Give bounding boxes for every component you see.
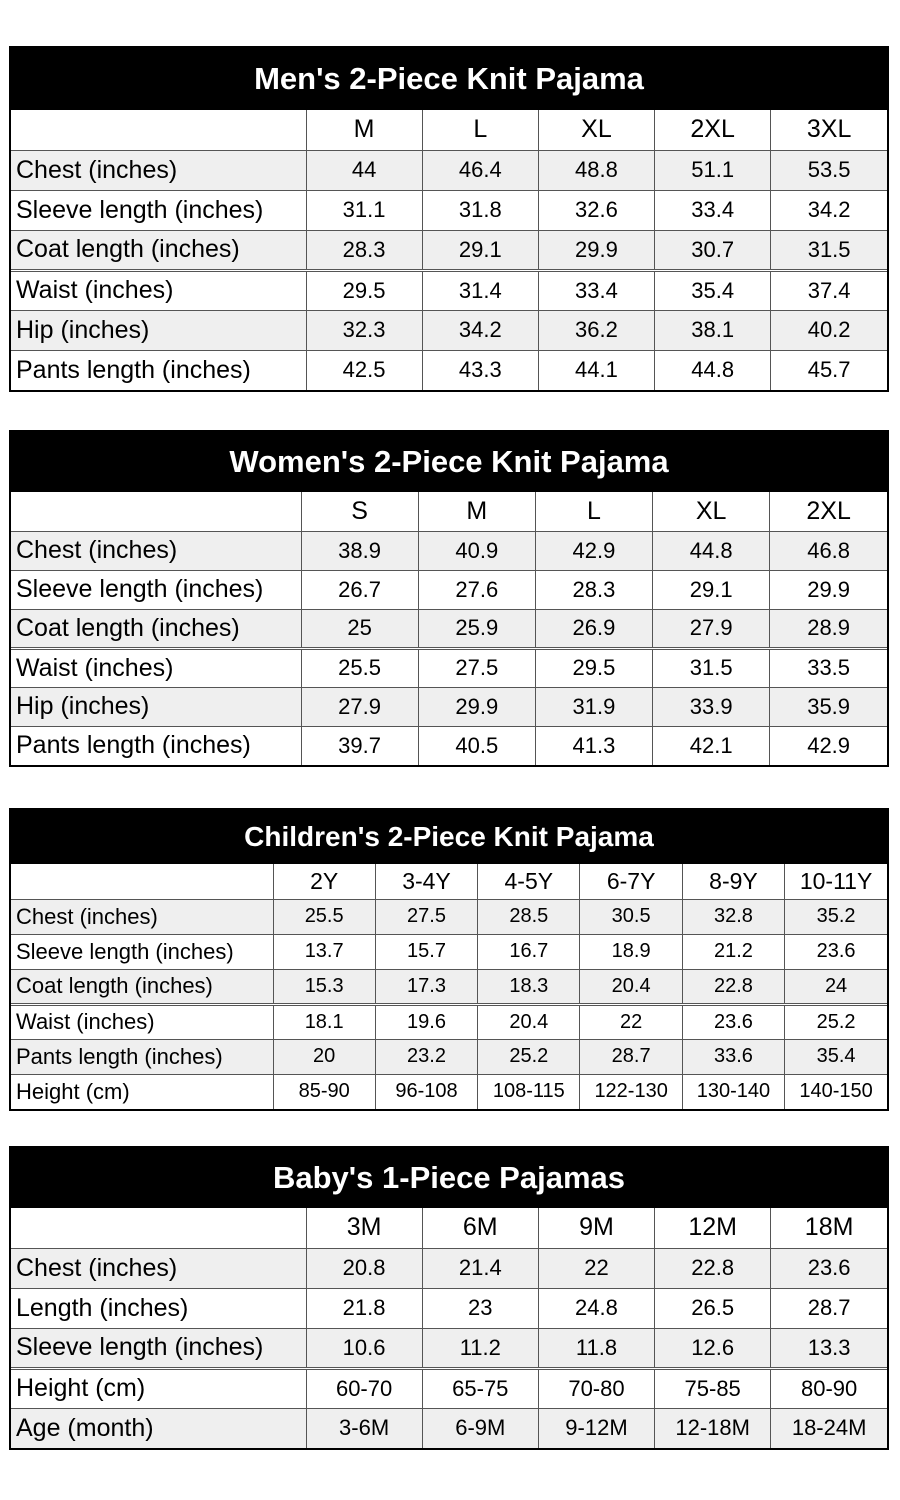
value-cell: 23.6 [682,1004,784,1039]
value-cell: 38.9 [301,531,418,570]
value-cell: 29.9 [538,230,654,270]
value-cell: 28.9 [770,609,887,648]
value-cell: 130-140 [682,1074,784,1109]
value-cell: 26.5 [655,1288,771,1328]
value-cell: 33.9 [653,687,770,726]
value-cell: 20 [273,1039,375,1074]
size-header: M [418,492,535,531]
table-row [11,1408,887,1448]
value-cell: 30.5 [580,899,682,934]
value-cell: 27.5 [418,648,535,687]
row-label: Sleeve length (inches) [11,934,273,969]
table-row [11,350,887,390]
table-row [11,531,887,570]
value-cell: 85-90 [273,1074,375,1109]
value-cell: 32.6 [538,190,654,230]
value-cell: 31.4 [422,270,538,310]
value-cell: 40.5 [418,726,535,765]
value-cell: 18.9 [580,934,682,969]
value-cell: 11.8 [538,1328,654,1368]
corner-cell [11,492,301,531]
value-cell: 32.8 [682,899,784,934]
value-cell: 44.8 [655,350,771,390]
row-label: Height (cm) [11,1368,306,1408]
value-cell: 27.5 [375,899,477,934]
value-cell: 33.6 [682,1039,784,1074]
size-header: 9M [538,1208,654,1248]
value-cell: 25.9 [418,609,535,648]
value-cell: 29.1 [422,230,538,270]
table-row [11,726,887,765]
value-cell: 33.4 [655,190,771,230]
value-cell: 29.9 [418,687,535,726]
size-header: 10-11Y [785,864,887,899]
row-label: Chest (inches) [11,899,273,934]
value-cell: 31.5 [771,230,887,270]
value-cell: 12.6 [655,1328,771,1368]
table-row [11,190,887,230]
value-cell: 26.7 [301,570,418,609]
table-row [11,270,887,310]
value-cell: 40.9 [418,531,535,570]
value-cell: 28.7 [771,1288,887,1328]
value-cell: 34.2 [422,310,538,350]
value-cell: 19.6 [375,1004,477,1039]
size-header: 4-5Y [478,864,580,899]
value-cell: 38.1 [655,310,771,350]
size-header: S [301,492,418,531]
value-cell: 42.5 [306,350,422,390]
value-cell: 36.2 [538,310,654,350]
size-header: 3M [306,1208,422,1248]
row-label: Chest (inches) [11,531,301,570]
value-cell: 48.8 [538,150,654,190]
value-cell: 39.7 [301,726,418,765]
row-label: Chest (inches) [11,1248,306,1288]
value-cell: 122-130 [580,1074,682,1109]
value-cell: 20.4 [580,969,682,1004]
value-cell: 42.1 [653,726,770,765]
value-cell: 12-18M [655,1408,771,1448]
size-header: L [535,492,652,531]
size-header: 3-4Y [375,864,477,899]
value-cell: 96-108 [375,1074,477,1109]
size-header-row [11,110,887,150]
table-row [11,1328,887,1368]
row-label: Pants length (inches) [11,726,301,765]
row-label: Waist (inches) [11,648,301,687]
value-cell: 33.5 [770,648,887,687]
value-cell: 21.8 [306,1288,422,1328]
value-cell: 28.7 [580,1039,682,1074]
value-cell: 25.2 [478,1039,580,1074]
value-cell: 13.7 [273,934,375,969]
value-cell: 33.4 [538,270,654,310]
value-cell: 32.3 [306,310,422,350]
size-header: L [422,110,538,150]
value-cell: 80-90 [771,1368,887,1408]
size-header: 6-7Y [580,864,682,899]
value-cell: 40.2 [771,310,887,350]
value-cell: 45.7 [771,350,887,390]
value-cell: 34.2 [771,190,887,230]
table-row [11,899,887,934]
value-cell: 25.2 [785,1004,887,1039]
row-label: Sleeve length (inches) [11,570,301,609]
childrens-size-grid [11,864,887,1109]
value-cell: 18-24M [771,1408,887,1448]
value-cell: 21.2 [682,934,784,969]
value-cell: 27.9 [653,609,770,648]
size-header: 2Y [273,864,375,899]
row-label: Pants length (inches) [11,1039,273,1074]
value-cell: 23.2 [375,1039,477,1074]
table-row [11,687,887,726]
mens-size-table [9,46,889,392]
value-cell: 20.4 [478,1004,580,1039]
table-row [11,230,887,270]
table-row [11,934,887,969]
value-cell: 42.9 [770,726,887,765]
value-cell: 29.5 [535,648,652,687]
womens-table-title: Women's 2-Piece Knit Pajama [11,432,887,492]
row-label: Chest (inches) [11,150,306,190]
value-cell: 28.3 [535,570,652,609]
row-label: Age (month) [11,1408,306,1448]
value-cell: 24 [785,969,887,1004]
row-label: Coat length (inches) [11,969,273,1004]
size-header: 6M [422,1208,538,1248]
size-header-row [11,1208,887,1248]
size-header: 2XL [655,110,771,150]
value-cell: 60-70 [306,1368,422,1408]
value-cell: 23.6 [771,1248,887,1288]
value-cell: 31.8 [422,190,538,230]
womens-size-grid [11,492,887,765]
value-cell: 18.3 [478,969,580,1004]
value-cell: 140-150 [785,1074,887,1109]
value-cell: 35.4 [655,270,771,310]
value-cell: 10.6 [306,1328,422,1368]
value-cell: 17.3 [375,969,477,1004]
value-cell: 23 [422,1288,538,1328]
value-cell: 25.5 [301,648,418,687]
babys-size-grid [11,1208,887,1448]
table-row [11,648,887,687]
value-cell: 42.9 [535,531,652,570]
value-cell: 29.5 [306,270,422,310]
value-cell: 18.1 [273,1004,375,1039]
table-row [11,1248,887,1288]
value-cell: 15.3 [273,969,375,1004]
value-cell: 11.2 [422,1328,538,1368]
value-cell: 51.1 [655,150,771,190]
size-header: 12M [655,1208,771,1248]
value-cell: 46.8 [770,531,887,570]
value-cell: 70-80 [538,1368,654,1408]
size-header-row [11,492,887,531]
table-row [11,1368,887,1408]
value-cell: 25 [301,609,418,648]
value-cell: 41.3 [535,726,652,765]
row-label: Hip (inches) [11,310,306,350]
size-header: 2XL [770,492,887,531]
row-label: Coat length (inches) [11,230,306,270]
table-row [11,1288,887,1328]
row-label: Sleeve length (inches) [11,1328,306,1368]
mens-table-title: Men's 2-Piece Knit Pajama [11,48,887,110]
size-header: XL [538,110,654,150]
corner-cell [11,1208,306,1248]
value-cell: 22 [580,1004,682,1039]
value-cell: 31.1 [306,190,422,230]
table-row [11,969,887,1004]
size-header: 8-9Y [682,864,784,899]
value-cell: 43.3 [422,350,538,390]
value-cell: 28.5 [478,899,580,934]
value-cell: 22.8 [682,969,784,1004]
value-cell: 6-9M [422,1408,538,1448]
value-cell: 35.4 [785,1039,887,1074]
table-row [11,570,887,609]
mens-size-grid [11,110,887,390]
value-cell: 31.5 [653,648,770,687]
row-label: Length (inches) [11,1288,306,1328]
value-cell: 35.9 [770,687,887,726]
babys-table-title: Baby's 1-Piece Pajamas [11,1148,887,1208]
row-label: Pants length (inches) [11,350,306,390]
value-cell: 44.1 [538,350,654,390]
value-cell: 26.9 [535,609,652,648]
value-cell: 22.8 [655,1248,771,1288]
value-cell: 24.8 [538,1288,654,1328]
table-row [11,310,887,350]
womens-size-table [9,430,889,767]
table-row [11,1039,887,1074]
value-cell: 29.9 [770,570,887,609]
value-cell: 13.3 [771,1328,887,1368]
childrens-size-table [9,808,889,1111]
childrens-table-title: Children's 2-Piece Knit Pajama [11,810,887,864]
table-row [11,150,887,190]
value-cell: 16.7 [478,934,580,969]
size-header: M [306,110,422,150]
value-cell: 30.7 [655,230,771,270]
size-header-row [11,864,887,899]
row-label: Sleeve length (inches) [11,190,306,230]
table-row [11,609,887,648]
row-label: Waist (inches) [11,1004,273,1039]
value-cell: 108-115 [478,1074,580,1109]
table-row [11,1074,887,1109]
value-cell: 75-85 [655,1368,771,1408]
value-cell: 28.3 [306,230,422,270]
value-cell: 44.8 [653,531,770,570]
value-cell: 22 [538,1248,654,1288]
value-cell: 21.4 [422,1248,538,1288]
row-label: Waist (inches) [11,270,306,310]
size-header: 18M [771,1208,887,1248]
value-cell: 65-75 [422,1368,538,1408]
value-cell: 23.6 [785,934,887,969]
size-header: XL [653,492,770,531]
value-cell: 20.8 [306,1248,422,1288]
row-label: Height (cm) [11,1074,273,1109]
corner-cell [11,864,273,899]
value-cell: 37.4 [771,270,887,310]
row-label: Coat length (inches) [11,609,301,648]
value-cell: 44 [306,150,422,190]
value-cell: 46.4 [422,150,538,190]
value-cell: 27.6 [418,570,535,609]
babys-size-table [9,1146,889,1450]
row-label: Hip (inches) [11,687,301,726]
corner-cell [11,110,306,150]
value-cell: 35.2 [785,899,887,934]
value-cell: 27.9 [301,687,418,726]
value-cell: 29.1 [653,570,770,609]
value-cell: 53.5 [771,150,887,190]
value-cell: 9-12M [538,1408,654,1448]
value-cell: 25.5 [273,899,375,934]
value-cell: 31.9 [535,687,652,726]
table-row [11,1004,887,1039]
value-cell: 15.7 [375,934,477,969]
value-cell: 3-6M [306,1408,422,1448]
size-header: 3XL [771,110,887,150]
